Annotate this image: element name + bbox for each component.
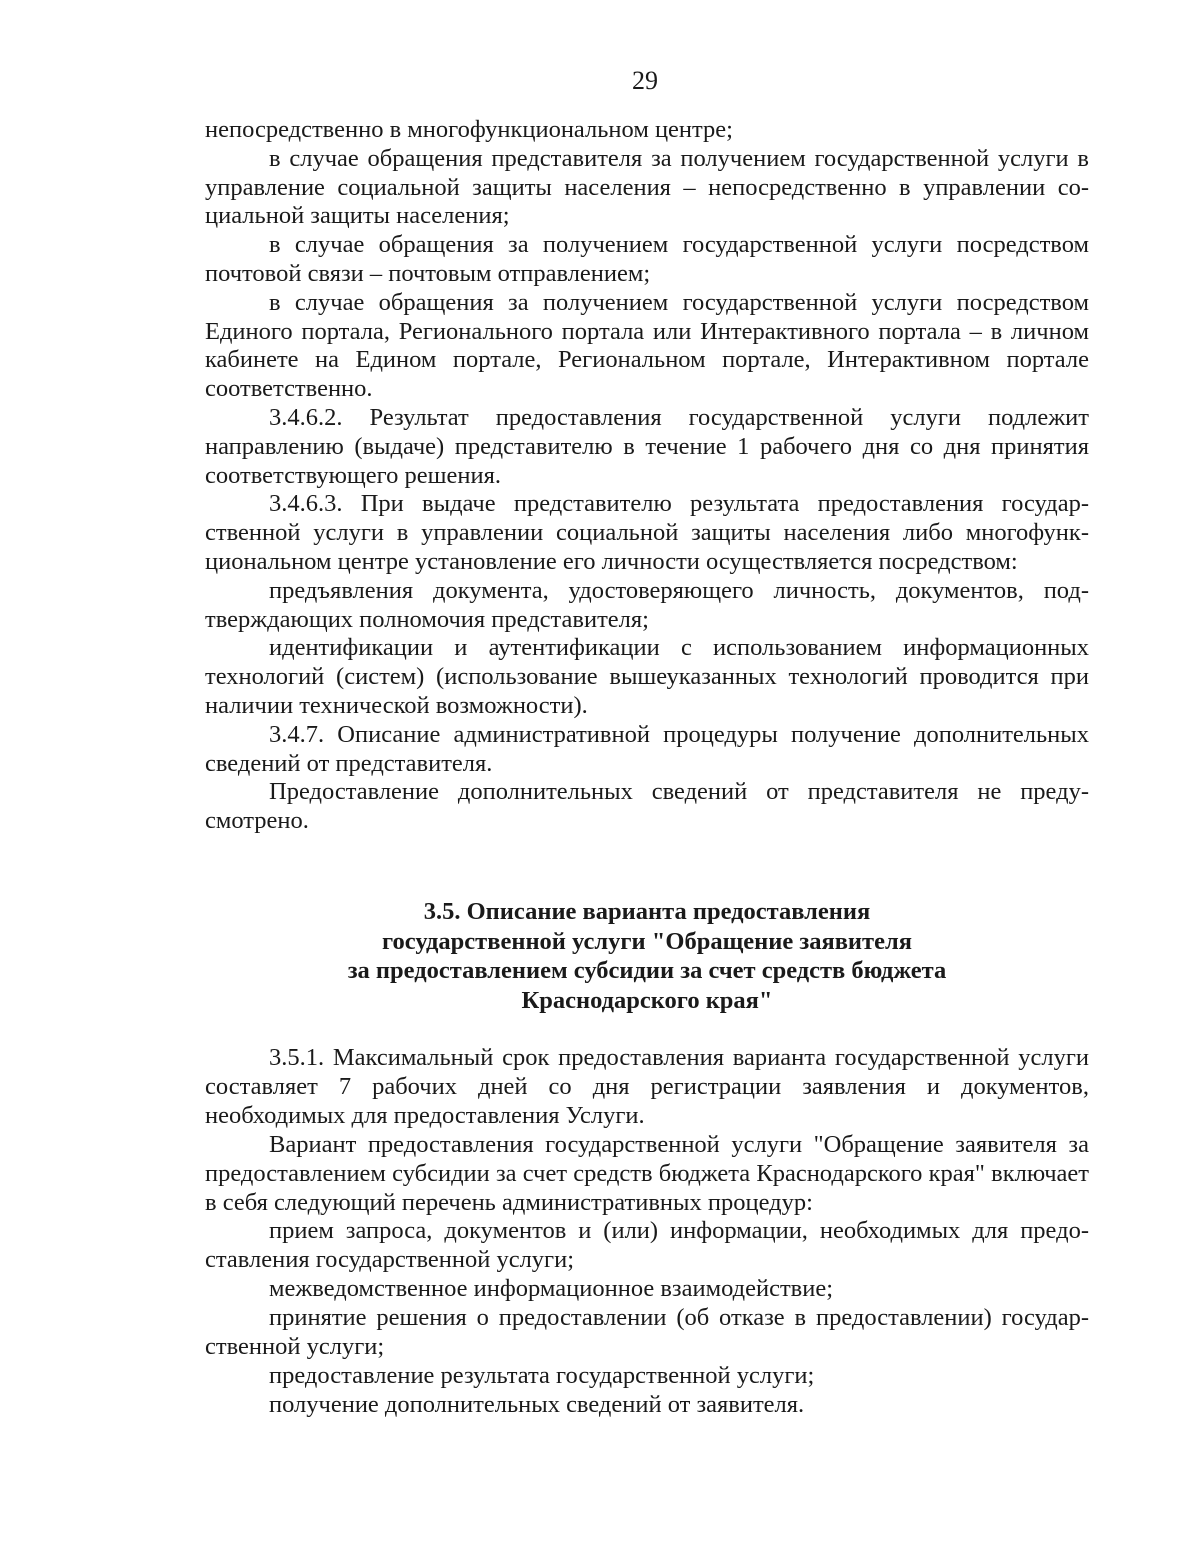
paragraph: предоставление результата государственной услуги; xyxy=(269,1361,815,1389)
paragraph: предъявления документа, удостоверяющего личность, документов, подтверждающих полномочия представителя; xyxy=(205,576,1089,633)
paragraph: Вариант предоставления государственной услуги "Обращение заявителя за предоставлением субсидии за счет средств бюджета Краснодарского края" включает в себя следующий перечень административных процедур: xyxy=(205,1130,1089,1216)
heading-line: за предоставлением субсидии за счет средств бюджета xyxy=(347,957,947,984)
body-text-block-2 xyxy=(205,1044,1089,1420)
paragraph: в случае обращения представителя за получением государственной услуги в управление социальной защиты населения – непосредственно в управлении социальной защиты населения; xyxy=(205,144,1089,230)
heading-line: 3.5. Описание варианта предоставления xyxy=(423,898,871,925)
paragraph: непосредственно в многофункциональном центре; xyxy=(205,116,733,143)
paragraph: 3.4.6.3. При выдаче представителю результата предоставления государственной услуги в управлении социальной защиты населения либо многофункциональном центре установление его личности осуществляется посредством: xyxy=(205,490,1089,575)
page-number: 29 xyxy=(632,66,658,95)
paragraph: идентификации и аутентификации с использованием информационных технологий (систем) (использование вышеуказанных технологий проводится при наличии технической возможности). xyxy=(205,634,1089,719)
paragraph: 3.4.7. Описание административной процедуры получение дополнительных сведений от представителя. xyxy=(205,720,1089,777)
paragraph: межведомственное информационное взаимодействие; xyxy=(269,1275,834,1303)
paragraph: принятие решения о предоставлении (об отказе в предоставлении) государственной услуги; xyxy=(205,1304,1089,1361)
paragraph: 3.4.6.2. Результат предоставления государственной услуги подлежит направлению (выдаче) представителю в течение 1 рабочего дня со дня принятия соответствующего решения. xyxy=(205,403,1089,489)
heading-line: государственной услуги "Обращение заявителя xyxy=(382,927,912,955)
paragraph: получение дополнительных сведений от заявителя. xyxy=(269,1390,805,1418)
heading-line: Краснодарского края" xyxy=(521,986,773,1014)
paragraph: 3.5.1. Максимальный срок предоставления варианта государственной услуги составляет 7 рабочих дней со дня регистрации заявления и документов, необходимых для предоставления Услуги. xyxy=(205,1044,1089,1129)
section-heading xyxy=(205,897,1089,1015)
paragraph: Предоставление дополнительных сведений от представителя не предусмотрено. xyxy=(205,778,1089,835)
paragraph: в случае обращения за получением государственной услуги посредством почтовой связи – почтовым отправлением; xyxy=(205,231,1089,287)
paragraph: в случае обращения за получением государственной услуги посредством Единого портала, Регионального портала или Интерактивного портала – в личном кабинете на Едином портале, Региональном портале, Интерактивном портале соответственно. xyxy=(205,288,1089,403)
paragraph: прием запроса, документов и (или) информации, необходимых для предоставления государственной услуги; xyxy=(205,1217,1089,1274)
body-text-block-1 xyxy=(205,116,1089,836)
